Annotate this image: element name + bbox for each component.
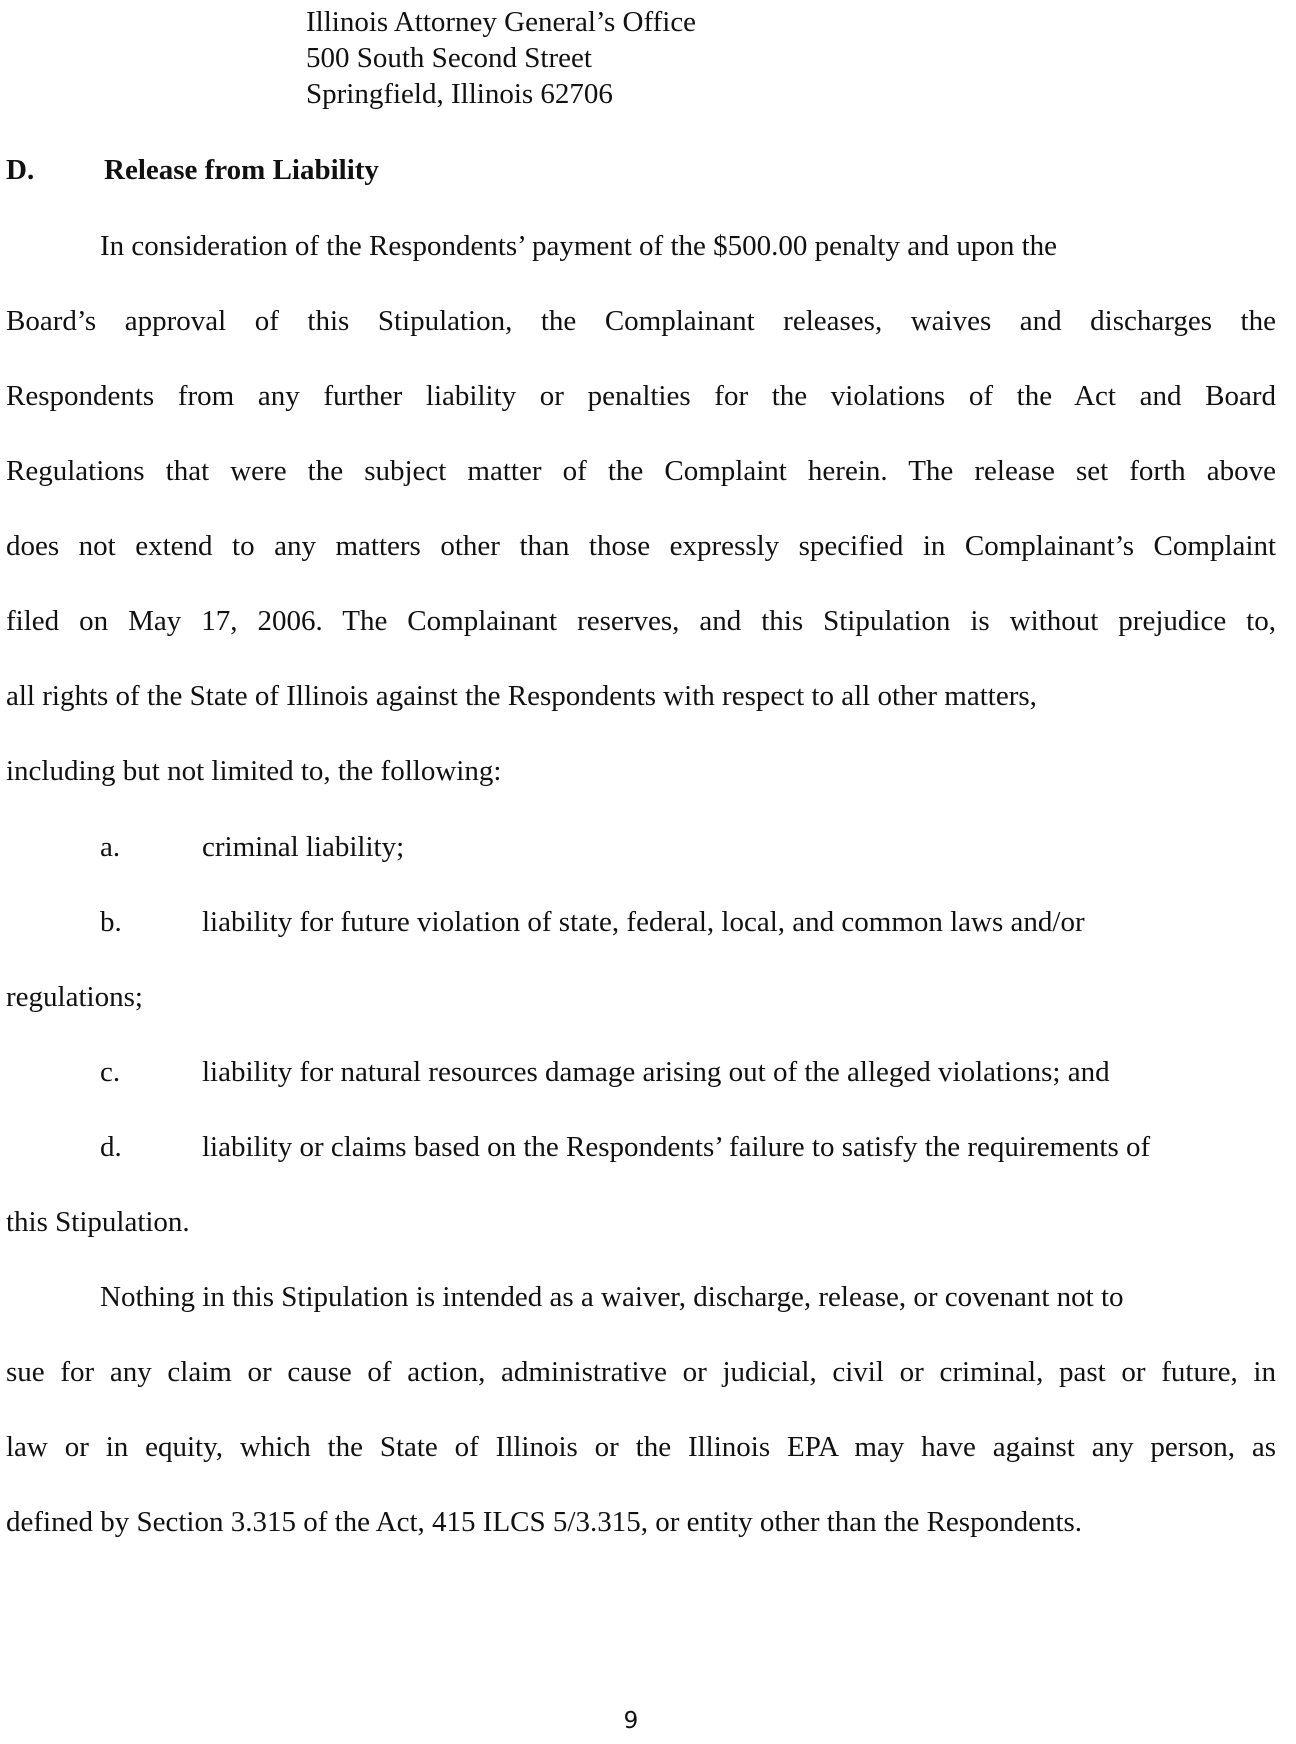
paragraph1-line: does not extend to any matters other than those expressly specified in Complainant’s Complaint bbox=[6, 530, 1276, 562]
list-item-letter: d. bbox=[100, 1131, 122, 1163]
list-item-letter: c. bbox=[100, 1056, 121, 1088]
list-item-text: liability or claims based on the Respondents’ failure to satisfy the requirements of bbox=[202, 1131, 1151, 1163]
paragraph2-line: defined by Section 3.315 of the Act, 415 ILCS 5/3.315, or entity other than the Respondents. bbox=[6, 1506, 1083, 1538]
section-letter: D. bbox=[6, 154, 35, 186]
section-heading bbox=[6, 154, 379, 187]
paragraph1-line: In consideration of the Respondents’ payment of the $500.00 penalty and upon the bbox=[100, 230, 1058, 262]
list-item-text: liability for future violation of state, federal, local, and common laws and/or bbox=[202, 906, 1085, 938]
paragraph2-line: Nothing in this Stipulation is intended as a waiver, discharge, release, or covenant not to bbox=[100, 1281, 1124, 1313]
list-item-continuation: this Stipulation. bbox=[6, 1206, 190, 1238]
section-title: Release from Liability bbox=[104, 154, 379, 186]
paragraph1-line: Respondents from any further liability or penalties for the violations of the Act and Board bbox=[6, 380, 1276, 412]
address-line-city: Springfield, Illinois 62706 bbox=[306, 78, 613, 110]
address-line-street: 500 South Second Street bbox=[306, 42, 592, 74]
paragraph2-line: sue for any claim or cause of action, administrative or judicial, civil or criminal, past or future, in bbox=[6, 1356, 1276, 1388]
page-number: 9 bbox=[623, 1708, 639, 1734]
list-item-continuation: regulations; bbox=[6, 981, 143, 1013]
paragraph1-line: filed on May 17, 2006. The Complainant reserves, and this Stipulation is without prejudice to, bbox=[6, 605, 1276, 637]
list-item-letter: b. bbox=[100, 906, 122, 938]
paragraph1-line: all rights of the State of Illinois against the Respondents with respect to all other matters, bbox=[6, 680, 1037, 712]
address-line-office: Illinois Attorney General’s Office bbox=[306, 6, 697, 38]
list-item-text: liability for natural resources damage arising out of the alleged violations; and bbox=[202, 1056, 1110, 1088]
paragraph1-line: Regulations that were the subject matter of the Complaint herein. The release set forth above bbox=[6, 455, 1276, 487]
list-item-letter: a. bbox=[100, 831, 121, 863]
paragraph1-line: including but not limited to, the following: bbox=[6, 755, 502, 787]
paragraph1-line: Board’s approval of this Stipulation, the Complainant releases, waives and discharges the bbox=[6, 305, 1276, 337]
paragraph2-line: law or in equity, which the State of Illinois or the Illinois EPA may have against any person, as bbox=[6, 1431, 1276, 1463]
list-item-text: criminal liability; bbox=[202, 831, 405, 863]
